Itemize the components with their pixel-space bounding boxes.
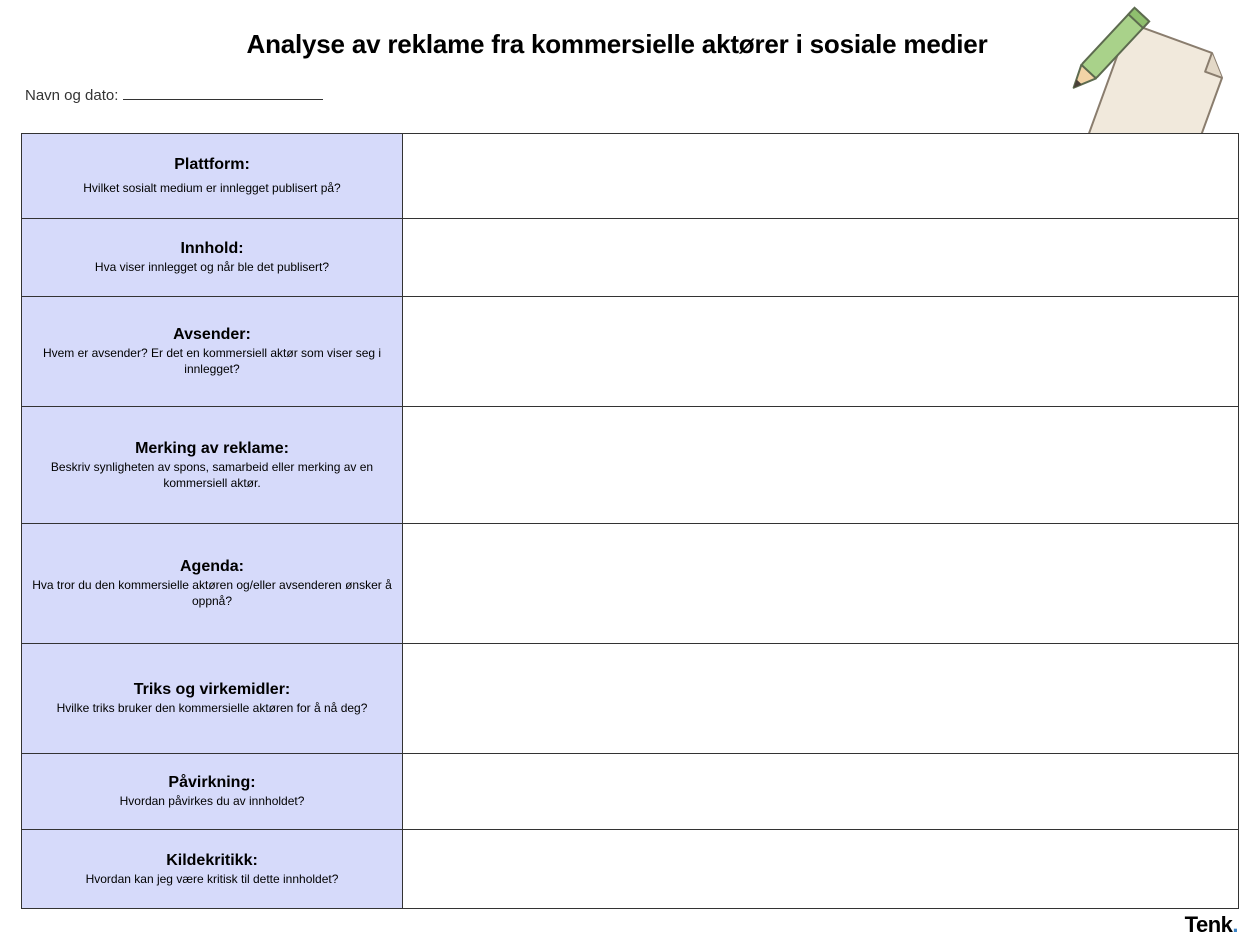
brand-dot: .: [1232, 912, 1238, 937]
row-label-plattform: [22, 134, 403, 219]
page-title: Analyse av reklame fra kommersielle aktører i sosiale medier: [246, 29, 988, 59]
answer-cell-agenda[interactable]: [403, 524, 1239, 644]
row-label-kildekritikk: [22, 830, 403, 909]
row-label-pavirkning: [22, 754, 403, 830]
table-row: [22, 524, 1239, 644]
table-row: [22, 297, 1239, 407]
name-date-blank-line[interactable]: [123, 86, 323, 100]
table-row: [22, 644, 1239, 754]
answer-cell-triks-og-virkemidler[interactable]: [403, 644, 1239, 754]
table-row: [22, 219, 1239, 297]
table-row: [22, 754, 1239, 830]
row-label-avsender: [22, 297, 403, 407]
row-question: Hvordan kan jeg være kritisk til dette innholdet?: [85, 871, 339, 886]
answer-cell-plattform[interactable]: [403, 134, 1239, 219]
answer-cell-pavirkning[interactable]: [403, 754, 1239, 830]
row-heading: Agenda:: [180, 558, 244, 575]
analysis-table: [21, 133, 1239, 909]
table-row: [22, 407, 1239, 524]
brand-logo: [1185, 912, 1238, 938]
row-heading: Triks og virkemidler:: [133, 681, 291, 698]
row-heading: Kildekritikk:: [166, 851, 258, 869]
name-date-label: Navn og dato:: [25, 87, 119, 104]
row-question: Hva viser innlegget og når ble det publisert?: [94, 260, 330, 274]
row-question: Hvilket sosialt medium er innlegget publisert på?: [83, 181, 341, 195]
row-heading: Avsender:: [173, 326, 251, 343]
row-question: Hvordan påvirkes du av innholdet?: [119, 794, 305, 808]
row-question: Hvem er avsender? Er det en kommersiell aktør som viser seg i innlegget?: [42, 346, 382, 376]
answer-cell-kildekritikk[interactable]: [403, 830, 1239, 909]
name-date-field[interactable]: [25, 86, 323, 104]
row-question: Hvilke triks bruker den kommersielle aktøren for å nå deg?: [56, 701, 368, 715]
row-heading: Plattform:: [174, 156, 250, 173]
row-question: Beskriv synligheten av spons, samarbeid eller merking av en kommersiell aktør.: [50, 459, 374, 490]
row-heading: Påvirkning:: [168, 774, 256, 791]
row-heading: Innhold:: [180, 240, 244, 257]
answer-cell-innhold[interactable]: [403, 219, 1239, 297]
row-question: Hva tror du den kommersielle aktøren og/eller avsenderen ønsker å oppnå?: [32, 578, 392, 608]
row-label-triks-og-virkemidler: [22, 644, 403, 754]
row-label-merking-av-reklame: [22, 407, 403, 524]
brand-name: Tenk: [1184, 912, 1233, 937]
row-label-agenda: [22, 524, 403, 644]
answer-cell-avsender[interactable]: [403, 297, 1239, 407]
row-heading: Merking av reklame:: [135, 439, 289, 457]
table-row: [22, 830, 1239, 909]
table-row: [22, 134, 1239, 219]
answer-cell-merking-av-reklame[interactable]: [403, 407, 1239, 524]
row-label-innhold: [22, 219, 403, 297]
